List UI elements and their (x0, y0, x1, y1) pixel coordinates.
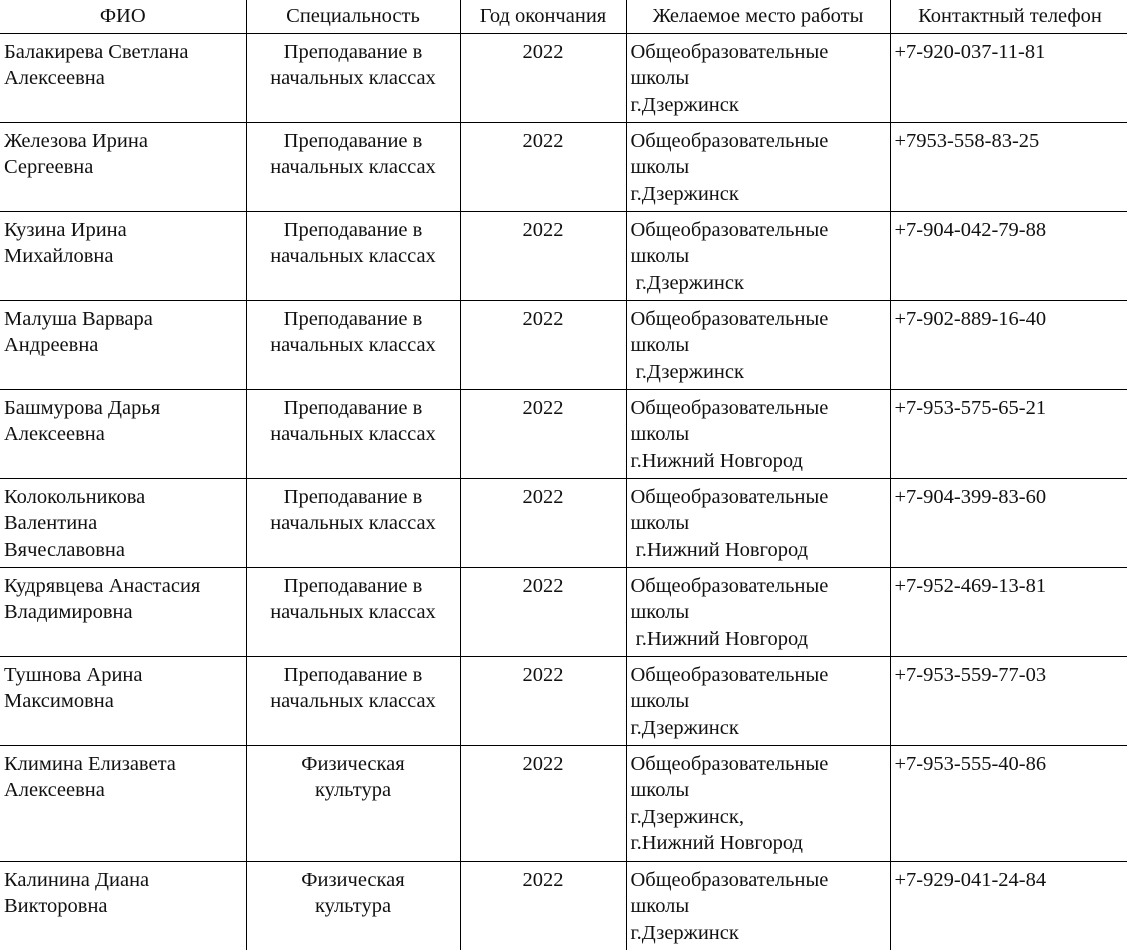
table-row (0, 746, 1127, 862)
specialty-line: Преподавание в (283, 664, 423, 686)
specialty-line: начальных классах (270, 690, 436, 713)
specialty-line: начальных классах (270, 512, 436, 535)
place-line: школы (630, 779, 690, 802)
specialty-line: Физическая (301, 869, 405, 891)
year-value: 2022 (522, 486, 564, 508)
year-value: 2022 (522, 219, 564, 241)
specialty-cell (246, 34, 460, 123)
phone-cell (890, 479, 1127, 568)
place-line: Общеобразовательные (630, 308, 829, 330)
place-line: г.Дзержинск (630, 921, 739, 944)
place-line: г.Дзержинск (630, 271, 744, 294)
fio-line: Малуша Варвара (4, 308, 153, 330)
specialty-line: начальных классах (270, 334, 436, 357)
year-value: 2022 (522, 869, 564, 891)
place-line: г.Нижний Новгород (630, 538, 809, 561)
phone-value: +7-953-559-77-03 (894, 664, 1047, 686)
fio-line: Алексеевна (4, 67, 105, 90)
place-line: Общеобразовательные (630, 130, 829, 152)
place-line: школы (630, 245, 690, 268)
year-cell (460, 746, 626, 862)
fio-line: Вячеславовна (4, 538, 125, 561)
specialty-cell (246, 390, 460, 479)
year-value: 2022 (522, 397, 564, 419)
specialty-line: Преподавание в (283, 397, 423, 419)
year-value: 2022 (522, 41, 564, 63)
fio-line: Балакирева Светлана (4, 41, 189, 63)
header-fio: ФИО (0, 0, 246, 34)
place-line: школы (630, 67, 690, 90)
fio-line: Кудрявцева Анастасия (4, 575, 201, 597)
place-line: школы (630, 512, 690, 535)
fio-line: Алексеевна (4, 423, 105, 446)
year-value: 2022 (522, 308, 564, 330)
specialty-cell (246, 568, 460, 657)
specialty-cell (246, 212, 460, 301)
specialty-line: Преподавание в (283, 130, 423, 152)
fio-cell (0, 123, 246, 212)
phone-cell (890, 657, 1127, 746)
specialty-line: начальных классах (270, 423, 436, 446)
fio-cell (0, 34, 246, 123)
phone-cell (890, 212, 1127, 301)
year-value: 2022 (522, 575, 564, 597)
phone-cell (890, 390, 1127, 479)
place-line: школы (630, 690, 690, 713)
place-cell (626, 212, 890, 301)
specialty-cell (246, 123, 460, 212)
specialty-line: культура (314, 895, 392, 918)
table-row (0, 123, 1127, 212)
specialty-line: начальных классах (270, 601, 436, 624)
year-cell (460, 301, 626, 390)
place-line: г.Дзержинск (630, 716, 739, 739)
fio-line: Максимовна (4, 690, 114, 713)
place-line: г.Дзержинск (630, 93, 739, 116)
phone-value: +7-902-889-16-40 (894, 308, 1047, 330)
fio-line: Тушнова Арина (4, 664, 143, 686)
year-cell (460, 568, 626, 657)
place-line: г.Нижний Новгород (630, 832, 803, 855)
fio-line: Калинина Диана (4, 869, 150, 891)
table-row (0, 568, 1127, 657)
fio-line: Алексеевна (4, 779, 105, 802)
place-line: школы (630, 334, 690, 357)
table-row (0, 212, 1127, 301)
place-line: г.Дзержинск (630, 360, 744, 383)
place-cell (626, 123, 890, 212)
year-cell (460, 862, 626, 951)
table-row (0, 862, 1127, 951)
fio-cell (0, 568, 246, 657)
place-line: Общеобразовательные (630, 869, 829, 891)
year-cell (460, 657, 626, 746)
place-line: г.Нижний Новгород (630, 449, 803, 472)
place-cell (626, 34, 890, 123)
phone-value: +7-904-399-83-60 (894, 486, 1047, 508)
fio-cell (0, 657, 246, 746)
fio-line: Андреевна (4, 334, 99, 357)
fio-line: Кузина Ирина (4, 219, 127, 241)
place-line: Общеобразовательные (630, 486, 829, 508)
table-row (0, 657, 1127, 746)
specialty-line: Физическая (301, 753, 405, 775)
year-cell (460, 123, 626, 212)
place-line: школы (630, 895, 690, 918)
place-line: школы (630, 423, 690, 446)
phone-value: +7-929-041-24-84 (894, 869, 1047, 891)
place-cell (626, 862, 890, 951)
place-line: Общеобразовательные (630, 41, 829, 63)
fio-cell (0, 212, 246, 301)
header-specialty: Специальность (246, 0, 460, 34)
year-cell (460, 390, 626, 479)
place-line: Общеобразовательные (630, 664, 829, 686)
fio-cell (0, 479, 246, 568)
place-cell (626, 657, 890, 746)
year-value: 2022 (522, 753, 564, 775)
phone-cell (890, 568, 1127, 657)
specialty-line: начальных классах (270, 245, 436, 268)
specialty-cell (246, 862, 460, 951)
place-line: г.Дзержинск, (630, 805, 744, 828)
specialty-line: Преподавание в (283, 219, 423, 241)
place-cell (626, 390, 890, 479)
header-place: Желаемое место работы (626, 0, 890, 34)
place-line: школы (630, 601, 690, 624)
specialty-line: Преподавание в (283, 308, 423, 330)
specialty-cell (246, 301, 460, 390)
place-line: Общеобразовательные (630, 575, 829, 597)
year-cell (460, 212, 626, 301)
phone-value: +7-953-555-40-86 (894, 753, 1047, 775)
fio-line: Колокольникова (4, 486, 146, 508)
fio-line: Железова Ирина (4, 130, 148, 152)
phone-cell (890, 746, 1127, 862)
fio-line: Башмурова Дарья (4, 397, 161, 419)
header-row (0, 0, 1127, 34)
fio-line: Викторовна (4, 895, 108, 918)
fio-cell (0, 301, 246, 390)
year-value: 2022 (522, 130, 564, 152)
table-row (0, 390, 1127, 479)
place-line: г.Нижний Новгород (630, 627, 809, 650)
fio-cell (0, 746, 246, 862)
fio-cell (0, 390, 246, 479)
phone-value: +7-952-469-13-81 (894, 575, 1047, 597)
phone-cell (890, 862, 1127, 951)
fio-cell (0, 862, 246, 951)
year-cell (460, 34, 626, 123)
fio-line: Владимировна (4, 601, 133, 624)
place-cell (626, 746, 890, 862)
place-line: Общеобразовательные (630, 753, 829, 775)
place-cell (626, 301, 890, 390)
specialty-line: начальных классах (270, 156, 436, 179)
table-row (0, 34, 1127, 123)
specialty-cell (246, 746, 460, 862)
phone-value: +7953-558-83-25 (894, 130, 1040, 152)
table-row (0, 301, 1127, 390)
fio-line: Валентина (4, 512, 98, 535)
year-cell (460, 479, 626, 568)
fio-line: Сергеевна (4, 156, 94, 179)
specialty-line: культура (314, 779, 392, 802)
phone-value: +7-953-575-65-21 (894, 397, 1047, 419)
specialty-line: Преподавание в (283, 41, 423, 63)
table-row (0, 479, 1127, 568)
specialty-line: Преподавание в (283, 486, 423, 508)
header-year: Год окончания (460, 0, 626, 34)
year-value: 2022 (522, 664, 564, 686)
specialty-cell (246, 479, 460, 568)
place-cell (626, 479, 890, 568)
phone-cell (890, 301, 1127, 390)
phone-cell (890, 34, 1127, 123)
place-line: Общеобразовательные (630, 397, 829, 419)
place-cell (626, 568, 890, 657)
place-line: школы (630, 156, 690, 179)
place-line: Общеобразовательные (630, 219, 829, 241)
phone-value: +7-920-037-11-81 (894, 41, 1046, 63)
phone-cell (890, 123, 1127, 212)
fio-line: Михайловна (4, 245, 114, 268)
fio-line: Климина Елизавета (4, 753, 176, 775)
specialty-line: Преподавание в (283, 575, 423, 597)
place-line: г.Дзержинск (630, 182, 739, 205)
phone-value: +7-904-042-79-88 (894, 219, 1047, 241)
header-phone: Контактный телефон (890, 0, 1127, 34)
specialty-line: начальных классах (270, 67, 436, 90)
specialty-cell (246, 657, 460, 746)
